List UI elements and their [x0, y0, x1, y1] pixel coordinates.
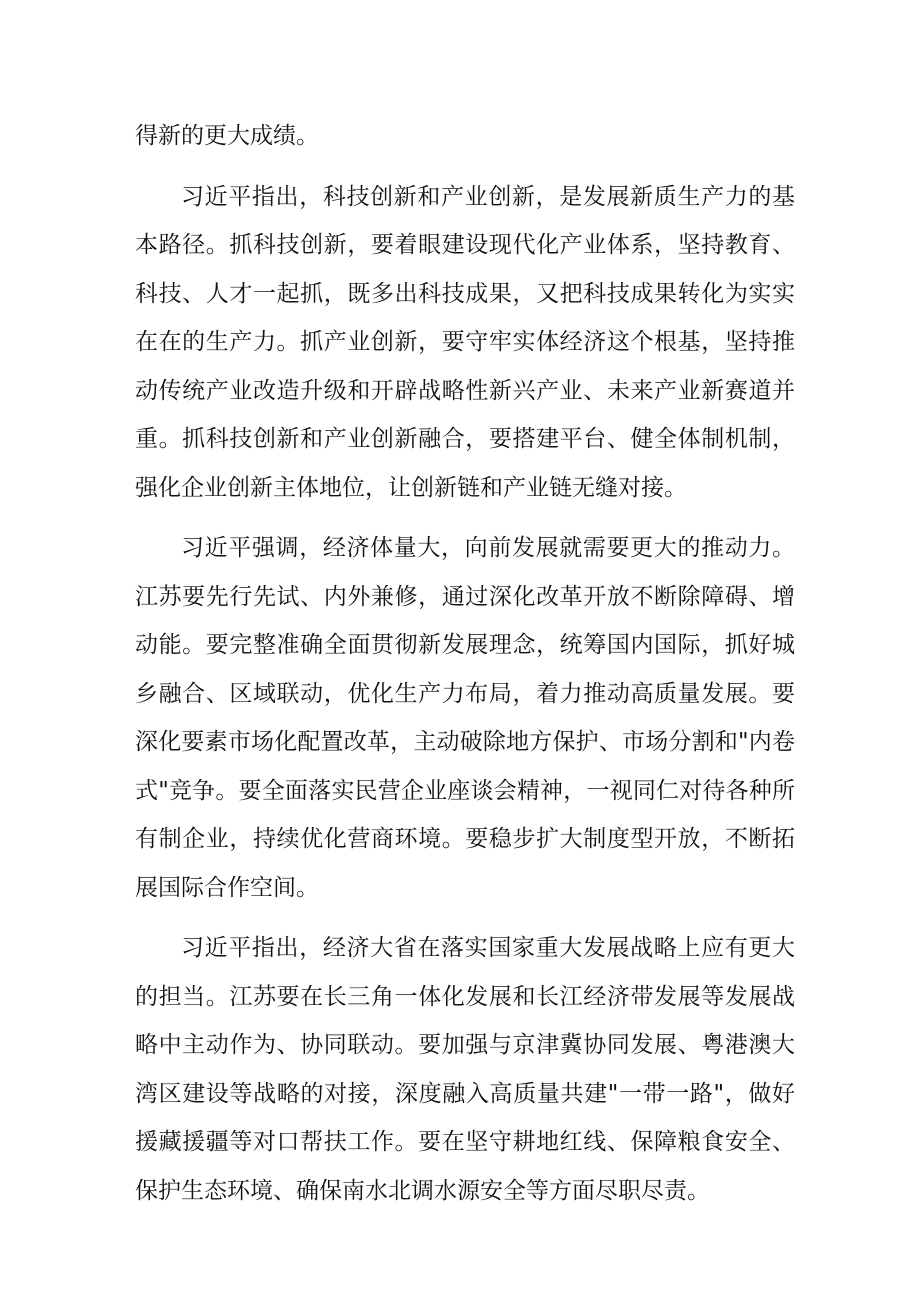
- paragraph-continuation: 得新的更大成绩。: [135, 123, 319, 149]
- paragraph-economic-momentum: 习近平强调，经济体量大，向前发展就需要更大的推动力。江苏要先行先试、内外兼修，通过深化改革开放不断除障碍、增动能。要完整准确全面贯彻新发展理念，统筹国内国际，抓好城乡融合、区域联动，优化生产力布局，着力推动高质量发展。要深化要素市场化配置改革，主动破除地方保护、市场分割和"内卷式"竞争。要全面落实民营企业座谈会精神，一视同仁对待各种所有制企业，持续优化营商环境。要稳步扩大制度型开放，不断拓展国际合作空间。: [135, 535, 795, 901]
- document-body: [135, 112, 795, 1215]
- paragraph-national-strategy: 习近平指出，经济大省在落实国家重大发展战略上应有更大的担当。江苏要在长三角一体化发展和长江经济带发展等发展战略中主动作为、协同联动。要加强与京津冀协同发展、粤港澳大湾区建设等战略的对接，深度融入高质量共建"一带一路"，做好援藏援疆等对口帮扶工作。要在坚守耕地红线、保障粮食安全、保护生态环境、确保南水北调水源安全等方面尽职尽责。: [135, 935, 795, 1204]
- paragraph-tech-innovation: 习近平指出，科技创新和产业创新，是发展新质生产力的基本路径。抓科技创新，要着眼建设现代化产业体系，坚持教育、科技、人才一起抓，既多出科技成果，又把科技成果转化为实实在在的生产力。抓产业创新，要守牢实体经济这个根基，坚持推动传统产业改造升级和开辟战略性新兴产业、未来产业新赛道并重。抓科技创新和产业创新融合，要搭建平台、健全体制机制，强化企业创新主体地位，让创新链和产业链无缝对接。: [135, 183, 795, 501]
